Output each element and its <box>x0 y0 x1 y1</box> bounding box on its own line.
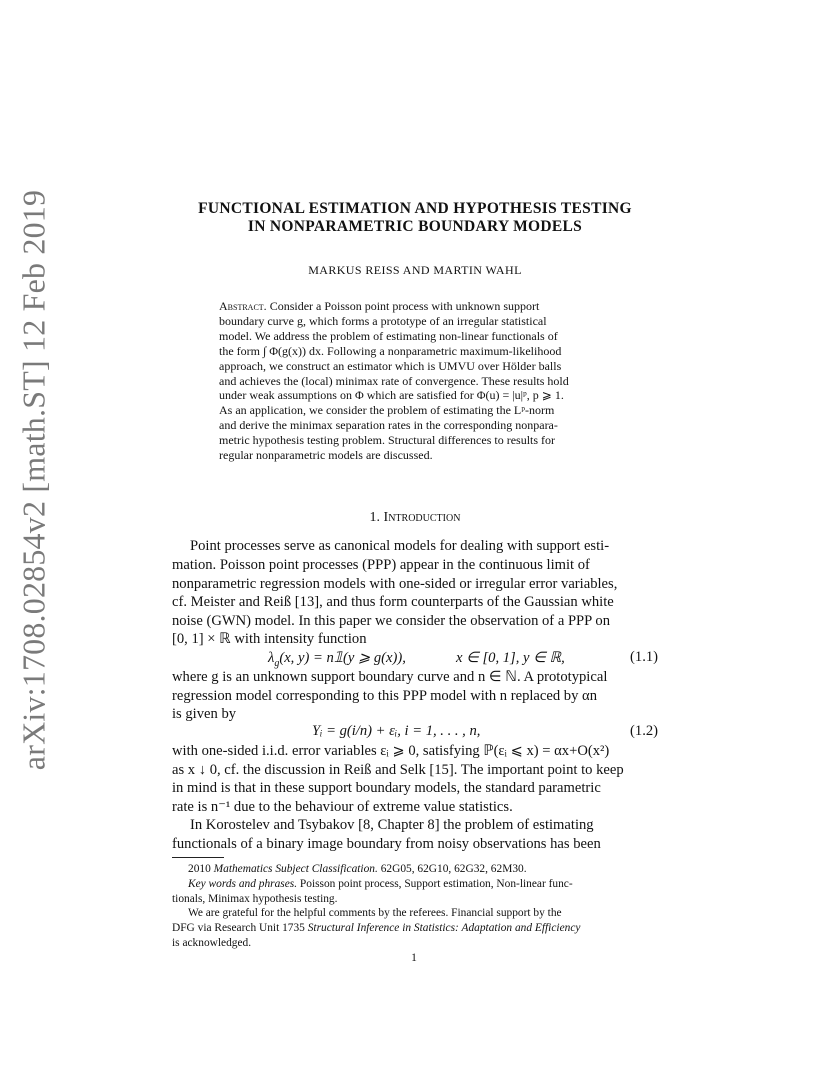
paper-title-line-2: IN NONPARAMETRIC BOUNDARY MODELS <box>247 218 583 235</box>
keywords-text-cont: tionals, Minimax hypothesis testing. <box>172 893 338 905</box>
ack-research-unit-title: Structural Inference in Statistics: Adaptation and Efficiency <box>307 922 581 934</box>
authors: MARKUS REISS AND MARTIN WAHL <box>308 263 522 277</box>
abstract-line: As an application, we consider the problem of estimating the Lᵖ-norm <box>219 403 555 418</box>
arxiv-sidebar-stamp <box>14 189 54 771</box>
equation-1-1 <box>172 649 658 667</box>
equation-1-2 <box>172 723 658 741</box>
paragraph-line: where g is an unknown support boundary curve and n ∈ ℕ. A prototypical <box>172 669 608 685</box>
abstract-line: metric hypothesis testing problem. Structural differences to results for <box>219 433 556 448</box>
section-title: Introduction <box>383 510 461 525</box>
equation-rhs: (x, y) = n𝟙(y ⩾ g(x)), <box>279 650 406 666</box>
equation-body: Yᵢ = g(i/n) + εᵢ, i = 1, . . . , n, <box>312 723 481 739</box>
equation-number: (1.2) <box>630 723 658 739</box>
lambda-subscript: g <box>274 657 280 669</box>
keywords-label: Key words and phrases. <box>188 878 298 890</box>
paragraph-line: with one-sided i.i.d. error variables εᵢ ⩾ 0, satisfying ℙ(εᵢ ⩽ x) = αx+O(x²) <box>172 743 610 759</box>
footnote-msc <box>172 862 658 877</box>
paragraph-line: in mind is that in these support boundary models, the standard parametric <box>172 780 601 796</box>
paper-title-line-1: FUNCTIONAL ESTIMATION AND HYPOTHESIS TESTING <box>198 200 632 217</box>
paragraph-line: functionals of a binary image boundary from noisy observations has been <box>172 836 601 852</box>
abstract-line: approach, we construct an estimator which is UMVU over Hölder balls <box>219 358 562 373</box>
abstract-text: Consider a Poisson point process with unknown support <box>269 299 540 313</box>
paragraph-line: is given by <box>172 706 237 722</box>
abstract-line <box>219 299 609 314</box>
equation-number: (1.1) <box>630 649 658 665</box>
section-number: 1. <box>369 510 381 525</box>
footnote-keywords <box>172 877 658 907</box>
paragraph-line: In Korostelev and Tsybakov [8, Chapter 8] the problem of estimating <box>190 817 594 833</box>
abstract-line: under weak assumptions on Φ which are satisfied for Φ(u) = |u|ᵖ, p ⩾ 1. <box>219 388 564 403</box>
abstract-line: the form ∫ Φ(g(x)) dx. Following a nonparametric maximum-likelihood <box>219 343 562 358</box>
msc-codes: 62G05, 62G10, 62G32, 62M30. <box>380 863 527 875</box>
ack-line: is acknowledged. <box>172 937 252 949</box>
paragraph-line: Point processes serve as canonical models for dealing with support esti- <box>190 538 610 554</box>
abstract-line: boundary curve g, which forms a prototype of an irregular statistical <box>219 313 547 328</box>
paragraph-line: rate is n⁻¹ due to the behaviour of extreme value statistics. <box>172 799 513 815</box>
msc-label: Mathematics Subject Classification. <box>213 863 378 875</box>
paragraph-line: noise (GWN) model. In this paper we consider the observation of a PPP on <box>172 613 610 629</box>
lambda-symbol: λ <box>268 650 275 666</box>
paragraph-line: nonparametric regression models with one-sided or irregular error variables, <box>172 576 618 592</box>
keywords-text: Poisson point process, Support estimation, Non-linear func- <box>299 878 573 890</box>
paragraph-line: [0, 1] × ℝ with intensity function <box>172 631 367 647</box>
equation-lhs <box>268 649 406 669</box>
ack-line: DFG via Research Unit 1735 <box>172 922 305 934</box>
msc-year: 2010 <box>188 863 211 875</box>
footnote-acknowledgement <box>172 906 658 951</box>
abstract-line: and derive the minimax separation rates in the corresponding nonpara- <box>219 418 558 433</box>
abstract-label: Abstract. <box>219 299 267 313</box>
paragraph-line <box>172 593 658 611</box>
abstract-line: regular nonparametric models are discussed. <box>219 448 433 463</box>
citation-text: cf. Meister and Reiß [13], and thus form counterparts of the Gaussian white <box>172 594 614 610</box>
arxiv-id-text: arXiv:1708.02854v2 [math.ST] 12 Feb 2019 <box>15 189 52 771</box>
abstract-line: model. We address the problem of estimating non-linear functionals of <box>219 328 558 343</box>
paragraph-line: regression model corresponding to this PPP model with n replaced by αn <box>172 688 597 704</box>
paragraph-line: as x ↓ 0, cf. the discussion in Reiß and Selk [15]. The important point to keep <box>172 762 624 778</box>
abstract <box>219 299 609 463</box>
paragraph-line: mation. Poisson point processes (PPP) appear in the continuous limit of <box>172 557 590 573</box>
page-number: 1 <box>411 952 417 964</box>
equation-domain: x ∈ [0, 1], y ∈ ℝ, <box>456 650 565 666</box>
ack-line: We are grateful for the helpful comments by the referees. Financial support by the <box>188 907 562 919</box>
section-heading <box>150 510 680 526</box>
footnote-rule <box>172 857 224 858</box>
abstract-line: and achieves the (local) minimax rate of convergence. These results hold <box>219 373 569 388</box>
